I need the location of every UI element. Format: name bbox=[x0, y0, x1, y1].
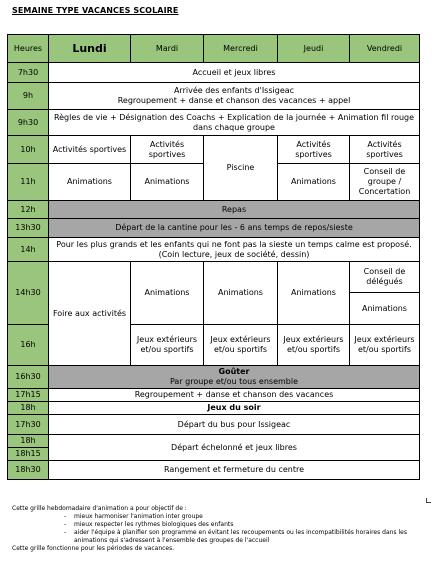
activity-cell: Animations bbox=[278, 164, 350, 201]
time-cell: 13h30 bbox=[8, 219, 49, 238]
list-item: - mieux harmoniser l'animation inter groupe bbox=[64, 513, 422, 521]
gouter-detail: Par groupe et/ou tous ensemble bbox=[169, 377, 299, 386]
header-row bbox=[8, 35, 420, 63]
day-header-vendredi: Vendredi bbox=[350, 35, 420, 63]
activity-cell: Animations bbox=[362, 303, 407, 313]
jeux-cell: Jeux extérieurs et/ou sportifs bbox=[204, 325, 278, 366]
table-row bbox=[8, 461, 420, 480]
activity-cell: Animations bbox=[131, 262, 204, 325]
table-row bbox=[8, 201, 420, 219]
depart-bus-cell: Départ du bus pour Issigeac bbox=[49, 415, 420, 435]
time-cell: 17h30 bbox=[8, 415, 49, 435]
activity-cell: Activités sportives bbox=[49, 136, 131, 164]
arrivee-line-2: Regroupement + danse et chanson des vacances + appel bbox=[117, 96, 351, 105]
time-cell: 9h30 bbox=[8, 110, 49, 136]
document-title: SEMAINE TYPE VACANCES SCOLAIRE bbox=[12, 6, 179, 15]
time-cell: 18h bbox=[8, 402, 49, 415]
conseil-groupe-cell: Conseil de groupe / Concertation bbox=[350, 164, 420, 201]
time-cell: 16h30 bbox=[8, 366, 49, 389]
table-row bbox=[8, 402, 420, 415]
table-row bbox=[8, 83, 420, 110]
jeux-cell: Jeux extérieurs et/ou sportifs bbox=[350, 325, 420, 366]
arrivee-cell bbox=[49, 83, 420, 110]
day-header-lundi: Lundi bbox=[49, 35, 131, 63]
table-row bbox=[8, 262, 420, 325]
time-cell: 14h bbox=[8, 238, 49, 262]
activity-cell: Animations bbox=[131, 164, 204, 201]
activity-cell: Activités sportives bbox=[131, 136, 204, 164]
jeux-cell: Jeux extérieurs et/ou sportifs bbox=[278, 325, 350, 366]
table-row bbox=[8, 219, 420, 238]
accueil-cell: Accueil et jeux libres bbox=[49, 63, 420, 83]
time-cell: 12h bbox=[8, 201, 49, 219]
footer-intro: Cette grille hebdomadaire d'animation a pour objectif de : bbox=[12, 505, 187, 512]
table-row bbox=[8, 415, 420, 435]
time-cell: 18h15 bbox=[8, 448, 49, 461]
conseil-delegues-cell: Conseil de délégués bbox=[350, 262, 419, 293]
table-row bbox=[8, 63, 420, 83]
table-row bbox=[8, 389, 420, 402]
repas-cell: Repas bbox=[49, 201, 420, 219]
time-cell: 17h15 bbox=[8, 389, 49, 402]
depart-echelonne-cell: Départ échelonné et jeux libres bbox=[49, 435, 420, 461]
activity-cell: Animations bbox=[204, 262, 278, 325]
activity-cell: Activités sportives bbox=[278, 136, 350, 164]
jeux-cell: Jeux extérieurs et/ou sportifs bbox=[131, 325, 204, 366]
vendredi-1430-cell bbox=[350, 262, 420, 325]
time-cell: 10h bbox=[8, 136, 49, 164]
time-cell: 18h30 bbox=[8, 461, 49, 480]
time-cell: 18h bbox=[8, 435, 49, 448]
list-item: - aider l'équipe à planifier son programme en évitant les recoupements ou les incompatibilités horaires dans les animations qui s'adressent à l'ensemble des groupes de l'accueil bbox=[64, 529, 422, 545]
weekly-schedule-table bbox=[7, 34, 420, 480]
hours-header: Heures bbox=[8, 35, 49, 63]
table-row bbox=[8, 366, 420, 389]
footer-list bbox=[12, 513, 422, 545]
depart-cantine-cell: Départ de la cantine pour les - 6 ans temps de repos/sieste bbox=[49, 219, 420, 238]
piscine-cell: Piscine bbox=[204, 136, 278, 201]
time-cell: 7h30 bbox=[8, 63, 49, 83]
activity-cell: Animations bbox=[278, 262, 350, 325]
time-cell: 9h bbox=[8, 83, 49, 110]
jeux-soir-cell: Jeux du soir bbox=[49, 402, 420, 415]
regles-cell: Règles de vie + Désignation des Coachs + Explication de la journée + Animation fil rouge dans chaque groupe bbox=[49, 110, 420, 136]
list-item: - mieux respecter les rythmes biologiques des enfants bbox=[64, 521, 422, 529]
day-header-mardi: Mardi bbox=[131, 35, 204, 63]
rangement-cell: Rangement et fermeture du centre bbox=[49, 461, 420, 480]
temps-calme-cell: Pour les plus grands et les enfants qui ne font pas la sieste un temps calme est proposé. (Coin lecture, jeux de société, dessin) bbox=[49, 238, 420, 262]
footer-notes bbox=[12, 505, 422, 553]
arrivee-line-1: Arrivée des enfants d'Issigeac bbox=[173, 86, 295, 95]
activity-cell: Animations bbox=[49, 164, 131, 201]
day-header-jeudi: Jeudi bbox=[278, 35, 350, 63]
activity-cell: Activités sportives bbox=[350, 136, 420, 164]
foire-cell: Foire aux activités bbox=[49, 262, 131, 366]
gouter-cell bbox=[49, 366, 420, 389]
time-cell: 14h30 bbox=[8, 262, 49, 325]
time-cell: 16h bbox=[8, 325, 49, 366]
table-row bbox=[8, 136, 420, 164]
footer-outro: Cette grille fonctionne pour les périodes de vacances. bbox=[12, 545, 175, 552]
regroupement-soir-cell: Regroupement + danse et chanson des vacances bbox=[49, 389, 420, 402]
table-row bbox=[8, 238, 420, 262]
day-header-mercredi: Mercredi bbox=[204, 35, 278, 63]
table-row bbox=[8, 435, 420, 448]
time-cell: 11h bbox=[8, 164, 49, 201]
gouter-title: Goûter bbox=[218, 367, 250, 376]
page-corner-mark bbox=[426, 498, 431, 503]
table-row bbox=[8, 110, 420, 136]
